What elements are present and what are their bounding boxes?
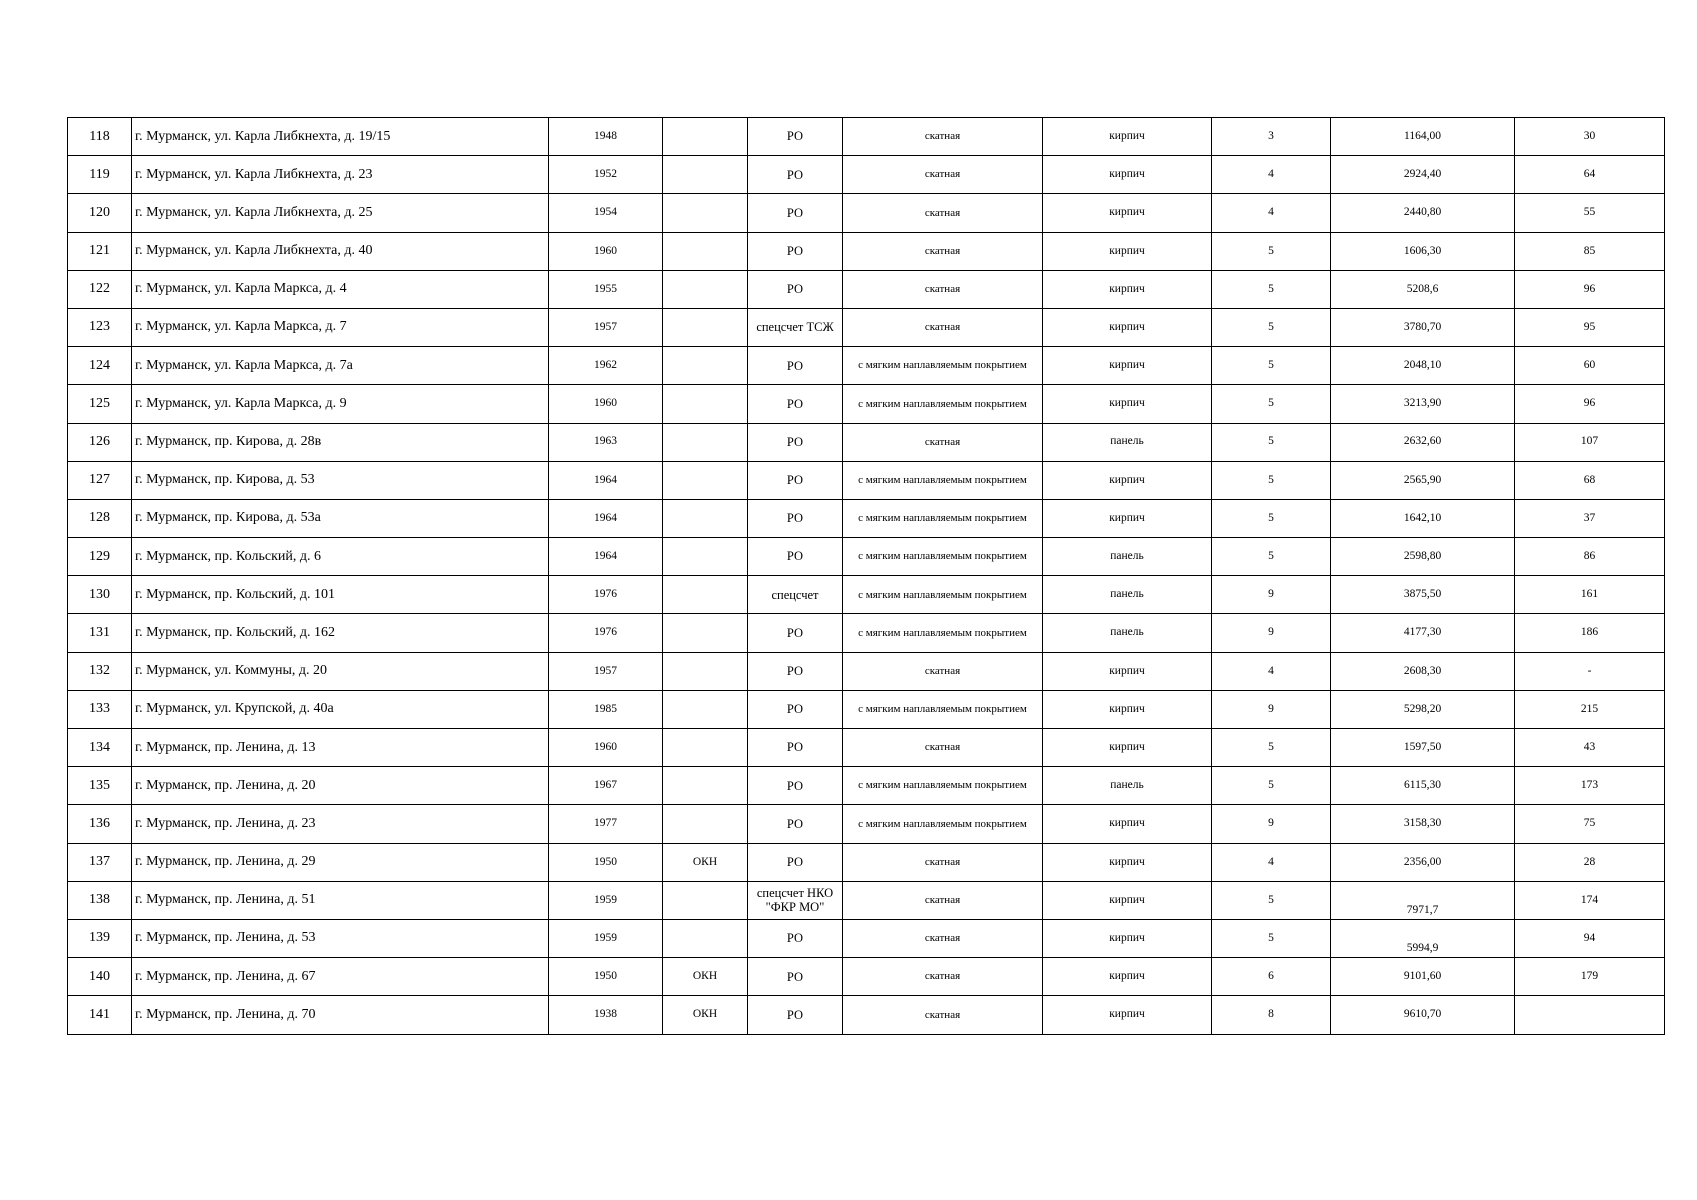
floors-cell: 3: [1212, 118, 1331, 156]
roof-type-cell: скатная: [843, 156, 1043, 194]
address-cell: г. Мурманск, пр. Ленина, д. 70: [132, 996, 549, 1034]
year-cell: 1950: [549, 843, 663, 881]
table-row: [68, 690, 1665, 728]
fund-method-cell: РО: [748, 232, 843, 270]
roof-type-cell: с мягким наплавляемым покрытием: [843, 690, 1043, 728]
floors-cell: 4: [1212, 843, 1331, 881]
row-number-cell: 120: [68, 194, 132, 232]
fund-method-cell: РО: [748, 652, 843, 690]
apartments-cell: 85: [1515, 232, 1665, 270]
floors-cell: 4: [1212, 194, 1331, 232]
area-cell: 2356,00: [1331, 843, 1515, 881]
table-body: [68, 118, 1665, 1035]
area-cell: 5994,9: [1331, 919, 1515, 957]
table-row: [68, 652, 1665, 690]
year-cell: 1957: [549, 652, 663, 690]
fund-method-cell: спецсчет ТСЖ: [748, 308, 843, 346]
row-number-cell: 138: [68, 881, 132, 919]
year-cell: 1952: [549, 156, 663, 194]
table-row: [68, 576, 1665, 614]
table-row: [68, 767, 1665, 805]
year-cell: 1957: [549, 308, 663, 346]
area-cell: 3875,50: [1331, 576, 1515, 614]
year-cell: 1964: [549, 538, 663, 576]
row-number-cell: 128: [68, 499, 132, 537]
floors-cell: 4: [1212, 156, 1331, 194]
year-cell: 1948: [549, 118, 663, 156]
year-cell: 1962: [549, 347, 663, 385]
apartments-cell: 86: [1515, 538, 1665, 576]
address-cell: г. Мурманск, ул. Карла Либкнехта, д. 23: [132, 156, 549, 194]
area-cell: 2632,60: [1331, 423, 1515, 461]
year-cell: 1955: [549, 270, 663, 308]
year-cell: 1985: [549, 690, 663, 728]
heritage-status-cell: [663, 194, 748, 232]
wall-material-cell: кирпич: [1043, 996, 1212, 1034]
apartments-cell: -: [1515, 652, 1665, 690]
apartments-cell: 161: [1515, 576, 1665, 614]
wall-material-cell: кирпич: [1043, 652, 1212, 690]
address-cell: г. Мурманск, ул. Крупской, д. 40а: [132, 690, 549, 728]
floors-cell: 5: [1212, 919, 1331, 957]
address-cell: г. Мурманск, пр. Кирова, д. 53: [132, 461, 549, 499]
heritage-status-cell: [663, 232, 748, 270]
fund-method-cell: РО: [748, 118, 843, 156]
area-cell: 3213,90: [1331, 385, 1515, 423]
heritage-status-cell: [663, 652, 748, 690]
address-cell: г. Мурманск, ул. Карла Маркса, д. 9: [132, 385, 549, 423]
fund-method-cell: РО: [748, 423, 843, 461]
floors-cell: 5: [1212, 729, 1331, 767]
table-row: [68, 194, 1665, 232]
year-cell: 1959: [549, 919, 663, 957]
row-number-cell: 139: [68, 919, 132, 957]
address-cell: г. Мурманск, ул. Коммуны, д. 20: [132, 652, 549, 690]
heritage-status-cell: [663, 767, 748, 805]
apartments-cell: 107: [1515, 423, 1665, 461]
wall-material-cell: кирпич: [1043, 805, 1212, 843]
roof-type-cell: с мягким наплавляемым покрытием: [843, 805, 1043, 843]
row-number-cell: 126: [68, 423, 132, 461]
address-cell: г. Мурманск, ул. Карла Маркса, д. 4: [132, 270, 549, 308]
fund-method-cell: РО: [748, 538, 843, 576]
address-cell: г. Мурманск, пр. Кирова, д. 28в: [132, 423, 549, 461]
area-cell: 1642,10: [1331, 499, 1515, 537]
year-cell: 1976: [549, 576, 663, 614]
table-row: [68, 156, 1665, 194]
address-cell: г. Мурманск, ул. Карла Маркса, д. 7: [132, 308, 549, 346]
row-number-cell: 121: [68, 232, 132, 270]
heritage-status-cell: [663, 614, 748, 652]
row-number-cell: 118: [68, 118, 132, 156]
fund-method-cell: РО: [748, 919, 843, 957]
year-cell: 1976: [549, 614, 663, 652]
roof-type-cell: скатная: [843, 118, 1043, 156]
row-number-cell: 132: [68, 652, 132, 690]
address-cell: г. Мурманск, пр. Ленина, д. 67: [132, 958, 549, 996]
table-row: [68, 461, 1665, 499]
roof-type-cell: с мягким наплавляемым покрытием: [843, 499, 1043, 537]
floors-cell: 5: [1212, 499, 1331, 537]
wall-material-cell: кирпич: [1043, 308, 1212, 346]
area-cell: 3158,30: [1331, 805, 1515, 843]
wall-material-cell: кирпич: [1043, 499, 1212, 537]
fund-method-cell: спецсчет НКО "ФКР МО": [748, 881, 843, 919]
row-number-cell: 122: [68, 270, 132, 308]
wall-material-cell: кирпич: [1043, 347, 1212, 385]
row-number-cell: 125: [68, 385, 132, 423]
row-number-cell: 136: [68, 805, 132, 843]
fund-method-cell: РО: [748, 690, 843, 728]
heritage-status-cell: ОКН: [663, 958, 748, 996]
address-cell: г. Мурманск, ул. Карла Либкнехта, д. 19/15: [132, 118, 549, 156]
wall-material-cell: кирпич: [1043, 690, 1212, 728]
row-number-cell: 133: [68, 690, 132, 728]
table-row: [68, 232, 1665, 270]
table-row: [68, 805, 1665, 843]
fund-method-cell: РО: [748, 194, 843, 232]
row-number-cell: 123: [68, 308, 132, 346]
heritage-status-cell: [663, 156, 748, 194]
roof-type-cell: скатная: [843, 996, 1043, 1034]
address-cell: г. Мурманск, пр. Ленина, д. 53: [132, 919, 549, 957]
area-cell: 9610,70: [1331, 996, 1515, 1034]
roof-type-cell: скатная: [843, 919, 1043, 957]
row-number-cell: 140: [68, 958, 132, 996]
area-cell: 9101,60: [1331, 958, 1515, 996]
year-cell: 1967: [549, 767, 663, 805]
area-cell: 4177,30: [1331, 614, 1515, 652]
year-cell: 1950: [549, 958, 663, 996]
floors-cell: 5: [1212, 270, 1331, 308]
address-cell: г. Мурманск, пр. Ленина, д. 20: [132, 767, 549, 805]
table-row: [68, 729, 1665, 767]
roof-type-cell: скатная: [843, 958, 1043, 996]
heritage-status-cell: ОКН: [663, 996, 748, 1034]
table-row: [68, 958, 1665, 996]
fund-method-cell: РО: [748, 614, 843, 652]
address-cell: г. Мурманск, ул. Карла Маркса, д. 7а: [132, 347, 549, 385]
address-cell: г. Мурманск, пр. Кольский, д. 6: [132, 538, 549, 576]
year-cell: 1960: [549, 385, 663, 423]
roof-type-cell: с мягким наплавляемым покрытием: [843, 614, 1043, 652]
wall-material-cell: кирпич: [1043, 385, 1212, 423]
floors-cell: 6: [1212, 958, 1331, 996]
area-cell: 2598,80: [1331, 538, 1515, 576]
address-cell: г. Мурманск, ул. Карла Либкнехта, д. 40: [132, 232, 549, 270]
floors-cell: 9: [1212, 805, 1331, 843]
buildings-table: [67, 117, 1665, 1035]
floors-cell: 5: [1212, 308, 1331, 346]
heritage-status-cell: [663, 118, 748, 156]
heritage-status-cell: [663, 576, 748, 614]
apartments-cell: 96: [1515, 270, 1665, 308]
floors-cell: 5: [1212, 423, 1331, 461]
year-cell: 1959: [549, 881, 663, 919]
heritage-status-cell: [663, 347, 748, 385]
roof-type-cell: с мягким наплавляемым покрытием: [843, 767, 1043, 805]
roof-type-cell: с мягким наплавляемым покрытием: [843, 538, 1043, 576]
apartments-cell: 215: [1515, 690, 1665, 728]
wall-material-cell: кирпич: [1043, 843, 1212, 881]
apartments-cell: 68: [1515, 461, 1665, 499]
row-number-cell: 131: [68, 614, 132, 652]
area-cell: 2048,10: [1331, 347, 1515, 385]
area-cell: 1164,00: [1331, 118, 1515, 156]
area-cell: 5208,6: [1331, 270, 1515, 308]
heritage-status-cell: [663, 385, 748, 423]
wall-material-cell: кирпич: [1043, 118, 1212, 156]
roof-type-cell: скатная: [843, 308, 1043, 346]
heritage-status-cell: [663, 805, 748, 843]
floors-cell: 4: [1212, 652, 1331, 690]
year-cell: 1954: [549, 194, 663, 232]
roof-type-cell: с мягким наплавляемым покрытием: [843, 385, 1043, 423]
roof-type-cell: скатная: [843, 843, 1043, 881]
wall-material-cell: кирпич: [1043, 461, 1212, 499]
heritage-status-cell: ОКН: [663, 843, 748, 881]
floors-cell: 5: [1212, 232, 1331, 270]
address-cell: г. Мурманск, пр. Ленина, д. 23: [132, 805, 549, 843]
area-cell: 1597,50: [1331, 729, 1515, 767]
row-number-cell: 124: [68, 347, 132, 385]
table-row: [68, 270, 1665, 308]
wall-material-cell: кирпич: [1043, 156, 1212, 194]
table-row: [68, 996, 1665, 1034]
address-cell: г. Мурманск, пр. Кольский, д. 101: [132, 576, 549, 614]
table-row: [68, 118, 1665, 156]
year-cell: 1964: [549, 499, 663, 537]
year-cell: 1960: [549, 232, 663, 270]
area-cell: 2608,30: [1331, 652, 1515, 690]
floors-cell: 5: [1212, 385, 1331, 423]
wall-material-cell: кирпич: [1043, 270, 1212, 308]
apartments-cell: 96: [1515, 385, 1665, 423]
apartments-cell: 75: [1515, 805, 1665, 843]
heritage-status-cell: [663, 270, 748, 308]
wall-material-cell: кирпич: [1043, 729, 1212, 767]
fund-method-cell: спецсчет: [748, 576, 843, 614]
floors-cell: 9: [1212, 576, 1331, 614]
heritage-status-cell: [663, 919, 748, 957]
fund-method-cell: РО: [748, 843, 843, 881]
table-row: [68, 843, 1665, 881]
wall-material-cell: кирпич: [1043, 919, 1212, 957]
area-cell: 6115,30: [1331, 767, 1515, 805]
heritage-status-cell: [663, 423, 748, 461]
fund-method-cell: РО: [748, 385, 843, 423]
address-cell: г. Мурманск, пр. Ленина, д. 51: [132, 881, 549, 919]
apartments-cell: 37: [1515, 499, 1665, 537]
row-number-cell: 129: [68, 538, 132, 576]
fund-method-cell: РО: [748, 767, 843, 805]
row-number-cell: 130: [68, 576, 132, 614]
wall-material-cell: панель: [1043, 538, 1212, 576]
wall-material-cell: панель: [1043, 423, 1212, 461]
floors-cell: 5: [1212, 881, 1331, 919]
area-cell: 1606,30: [1331, 232, 1515, 270]
heritage-status-cell: [663, 690, 748, 728]
year-cell: 1977: [549, 805, 663, 843]
fund-method-cell: РО: [748, 729, 843, 767]
roof-type-cell: скатная: [843, 881, 1043, 919]
table-row: [68, 919, 1665, 957]
roof-type-cell: с мягким наплавляемым покрытием: [843, 461, 1043, 499]
row-number-cell: 141: [68, 996, 132, 1034]
apartments-cell: 43: [1515, 729, 1665, 767]
area-cell: 7971,7: [1331, 881, 1515, 919]
heritage-status-cell: [663, 881, 748, 919]
fund-method-cell: РО: [748, 805, 843, 843]
apartments-cell: 173: [1515, 767, 1665, 805]
apartments-cell: 64: [1515, 156, 1665, 194]
address-cell: г. Мурманск, пр. Ленина, д. 13: [132, 729, 549, 767]
row-number-cell: 137: [68, 843, 132, 881]
row-number-cell: 135: [68, 767, 132, 805]
year-cell: 1960: [549, 729, 663, 767]
table-row: [68, 499, 1665, 537]
wall-material-cell: кирпич: [1043, 232, 1212, 270]
wall-material-cell: кирпич: [1043, 194, 1212, 232]
address-cell: г. Мурманск, пр. Кольский, д. 162: [132, 614, 549, 652]
apartments-cell: 174: [1515, 881, 1665, 919]
heritage-status-cell: [663, 461, 748, 499]
floors-cell: 5: [1212, 767, 1331, 805]
heritage-status-cell: [663, 499, 748, 537]
wall-material-cell: панель: [1043, 614, 1212, 652]
roof-type-cell: с мягким наплавляемым покрытием: [843, 347, 1043, 385]
heritage-status-cell: [663, 538, 748, 576]
table-row: [68, 347, 1665, 385]
area-cell: 3780,70: [1331, 308, 1515, 346]
wall-material-cell: кирпич: [1043, 881, 1212, 919]
apartments-cell: 94: [1515, 919, 1665, 957]
table-row: [68, 385, 1665, 423]
roof-type-cell: скатная: [843, 194, 1043, 232]
roof-type-cell: скатная: [843, 270, 1043, 308]
year-cell: 1963: [549, 423, 663, 461]
table-row: [68, 308, 1665, 346]
apartments-cell: [1515, 996, 1665, 1034]
apartments-cell: 55: [1515, 194, 1665, 232]
area-cell: 5298,20: [1331, 690, 1515, 728]
roof-type-cell: скатная: [843, 729, 1043, 767]
table-row: [68, 423, 1665, 461]
roof-type-cell: скатная: [843, 652, 1043, 690]
heritage-status-cell: [663, 308, 748, 346]
apartments-cell: 60: [1515, 347, 1665, 385]
floors-cell: 5: [1212, 347, 1331, 385]
area-cell: 2565,90: [1331, 461, 1515, 499]
apartments-cell: 95: [1515, 308, 1665, 346]
apartments-cell: 186: [1515, 614, 1665, 652]
address-cell: г. Мурманск, пр. Ленина, д. 29: [132, 843, 549, 881]
row-number-cell: 127: [68, 461, 132, 499]
fund-method-cell: РО: [748, 156, 843, 194]
row-number-cell: 119: [68, 156, 132, 194]
area-cell: 2924,40: [1331, 156, 1515, 194]
fund-method-cell: РО: [748, 347, 843, 385]
wall-material-cell: кирпич: [1043, 958, 1212, 996]
floors-cell: 5: [1212, 461, 1331, 499]
address-cell: г. Мурманск, ул. Карла Либкнехта, д. 25: [132, 194, 549, 232]
table-row: [68, 881, 1665, 919]
year-cell: 1938: [549, 996, 663, 1034]
area-cell: 2440,80: [1331, 194, 1515, 232]
roof-type-cell: с мягким наплавляемым покрытием: [843, 576, 1043, 614]
floors-cell: 9: [1212, 690, 1331, 728]
table-row: [68, 614, 1665, 652]
heritage-status-cell: [663, 729, 748, 767]
fund-method-cell: РО: [748, 461, 843, 499]
fund-method-cell: РО: [748, 499, 843, 537]
address-cell: г. Мурманск, пр. Кирова, д. 53а: [132, 499, 549, 537]
apartments-cell: 30: [1515, 118, 1665, 156]
apartments-cell: 179: [1515, 958, 1665, 996]
table-row: [68, 538, 1665, 576]
row-number-cell: 134: [68, 729, 132, 767]
fund-method-cell: РО: [748, 270, 843, 308]
floors-cell: 5: [1212, 538, 1331, 576]
apartments-cell: 28: [1515, 843, 1665, 881]
fund-method-cell: РО: [748, 958, 843, 996]
wall-material-cell: панель: [1043, 576, 1212, 614]
year-cell: 1964: [549, 461, 663, 499]
wall-material-cell: панель: [1043, 767, 1212, 805]
roof-type-cell: скатная: [843, 232, 1043, 270]
floors-cell: 9: [1212, 614, 1331, 652]
roof-type-cell: скатная: [843, 423, 1043, 461]
fund-method-cell: РО: [748, 996, 843, 1034]
floors-cell: 8: [1212, 996, 1331, 1034]
